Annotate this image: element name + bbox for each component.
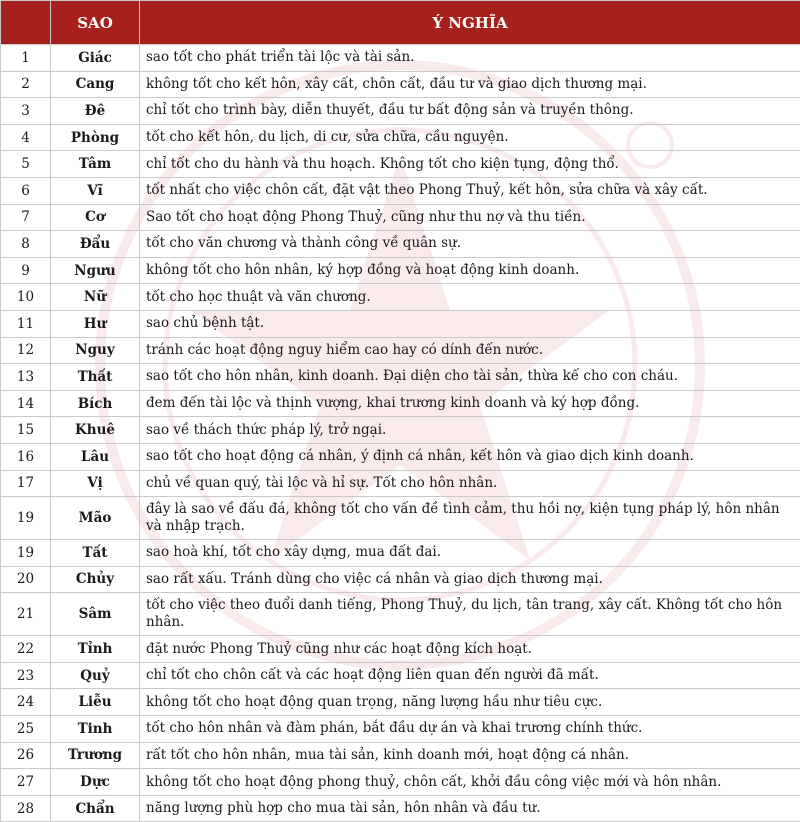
star-name: Vĩ [51, 177, 140, 204]
star-name: Khuê [51, 417, 140, 444]
table-row [1, 593, 800, 636]
star-meaning: sao tốt cho hoạt động cá nhân, ý định cá nhân, kết hôn và giao dịch kinh doanh. [140, 443, 800, 470]
star-name: Cang [51, 71, 140, 98]
row-number: 15 [1, 417, 51, 444]
star-meaning: sao tốt cho hôn nhân, kinh doanh. Đại diện cho tài sản, thừa kế cho con cháu. [140, 364, 800, 391]
star-name: Tinh [51, 716, 140, 743]
row-number: 14 [1, 390, 51, 417]
table-row [1, 742, 800, 769]
star-meaning: không tốt cho hôn nhân, ký hợp đồng và hoạt động kinh doanh. [140, 257, 800, 284]
star-meaning: tốt cho văn chương và thành công về quân sự. [140, 231, 800, 258]
row-number: 28 [1, 795, 51, 822]
table-row [1, 443, 800, 470]
star-name: Đê [51, 98, 140, 125]
star-name: Ngưu [51, 257, 140, 284]
row-number: 4 [1, 124, 51, 151]
star-name: Hư [51, 310, 140, 337]
star-name: Lâu [51, 443, 140, 470]
star-meaning: không tốt cho hoạt động phong thuỷ, chôn cất, khởi đầu công việc mới và hôn nhân. [140, 769, 800, 796]
table-row [1, 151, 800, 178]
row-number: 11 [1, 310, 51, 337]
row-number: 10 [1, 284, 51, 311]
row-number: 19 [1, 497, 51, 540]
star-meaning: tốt nhất cho việc chôn cất, đặt vật theo Phong Thuỷ, kết hôn, sửa chữa và xây cất. [140, 177, 800, 204]
star-meaning: không tốt cho kết hôn, xây cất, chôn cất, đầu tư và giao dịch thương mại. [140, 71, 800, 98]
star-meaning: đặt nước Phong Thuỷ cũng như các hoạt động kích hoạt. [140, 636, 800, 663]
star-name: Nguy [51, 337, 140, 364]
table-body [1, 45, 800, 822]
table-row [1, 284, 800, 311]
star-name: Nữ [51, 284, 140, 311]
star-meaning: sao tốt cho phát triển tài lộc và tài sản. [140, 45, 800, 72]
star-name: Vị [51, 470, 140, 497]
table-row [1, 636, 800, 663]
star-name: Liễu [51, 689, 140, 716]
row-number: 9 [1, 257, 51, 284]
star-meaning: không tốt cho hoạt động quan trọng, năng lượng hầu như tiêu cực. [140, 689, 800, 716]
star-meaning: sao rất xấu. Tránh dùng cho việc cá nhân và giao dịch thương mại. [140, 566, 800, 593]
star-meaning: chỉ tốt cho chôn cất và các hoạt động liên quan đến người đã mất. [140, 662, 800, 689]
table-row [1, 540, 800, 567]
row-number: 1 [1, 45, 51, 72]
star-name: Quỷ [51, 662, 140, 689]
table-row [1, 689, 800, 716]
star-meaning: đem đến tài lộc và thịnh vượng, khai trương kinh doanh và ký hợp đồng. [140, 390, 800, 417]
star-name: Giác [51, 45, 140, 72]
table-row [1, 795, 800, 822]
star-meaning: tốt cho học thuật và văn chương. [140, 284, 800, 311]
header-sao: SAO [51, 1, 140, 45]
star-meaning: tốt cho việc theo đuổi danh tiếng, Phong Thuỷ, du lịch, tân trang, xây cất. Không tốt cho hôn nhân. [140, 593, 800, 636]
star-name: Chẩn [51, 795, 140, 822]
row-number: 2 [1, 71, 51, 98]
row-number: 27 [1, 769, 51, 796]
table-row [1, 470, 800, 497]
star-name: Bích [51, 390, 140, 417]
row-number: 13 [1, 364, 51, 391]
row-number: 17 [1, 470, 51, 497]
row-number: 19 [1, 540, 51, 567]
star-name: Thất [51, 364, 140, 391]
star-meaning: chủ về quan quý, tài lộc và hỉ sự. Tốt cho hôn nhân. [140, 470, 800, 497]
table-header-row [1, 1, 800, 45]
row-number: 12 [1, 337, 51, 364]
row-number: 3 [1, 98, 51, 125]
row-number: 7 [1, 204, 51, 231]
table-row [1, 231, 800, 258]
row-number: 21 [1, 593, 51, 636]
table-row [1, 124, 800, 151]
table-row [1, 337, 800, 364]
header-number [1, 1, 51, 45]
star-meaning: tốt cho hôn nhân và đàm phán, bắt đầu dự án và khai trương chính thức. [140, 716, 800, 743]
row-number: 20 [1, 566, 51, 593]
star-meaning: sao về thách thức pháp lý, trở ngại. [140, 417, 800, 444]
table-row [1, 45, 800, 72]
table-row [1, 177, 800, 204]
star-meaning: chỉ tốt cho trình bày, diễn thuyết, đầu tư bất động sản và truyền thông. [140, 98, 800, 125]
table-row [1, 662, 800, 689]
row-number: 22 [1, 636, 51, 663]
star-meaning: sao hoà khí, tốt cho xây dựng, mua đất đai. [140, 540, 800, 567]
star-name: Phòng [51, 124, 140, 151]
row-number: 25 [1, 716, 51, 743]
star-meaning: tránh các hoạt động nguy hiểm cao hay có dính đến nước. [140, 337, 800, 364]
table-row [1, 716, 800, 743]
table-row [1, 497, 800, 540]
star-meaning: Sao tốt cho hoạt động Phong Thuỷ, cũng như thu nợ và thu tiền. [140, 204, 800, 231]
row-number: 6 [1, 177, 51, 204]
table-row [1, 769, 800, 796]
star-meaning: năng lượng phù hợp cho mua tài sản, hôn nhân và đầu tư. [140, 795, 800, 822]
star-meaning: đây là sao về đấu đá, không tốt cho vấn đề tình cảm, thu hồi nợ, kiện tụng pháp lý, hôn nhân và nhập trạch. [140, 497, 800, 540]
table-row [1, 566, 800, 593]
table-row [1, 98, 800, 125]
star-name: Dực [51, 769, 140, 796]
table-row [1, 417, 800, 444]
row-number: 5 [1, 151, 51, 178]
table-row [1, 310, 800, 337]
star-name: Trương [51, 742, 140, 769]
star-meaning: sao chủ bệnh tật. [140, 310, 800, 337]
row-number: 26 [1, 742, 51, 769]
table-row [1, 257, 800, 284]
star-name: Đẩu [51, 231, 140, 258]
star-meaning: rất tốt cho hôn nhân, mua tài sản, kinh doanh mới, hoạt động cá nhân. [140, 742, 800, 769]
table-row [1, 71, 800, 98]
star-name: Mão [51, 497, 140, 540]
row-number: 23 [1, 662, 51, 689]
row-number: 16 [1, 443, 51, 470]
star-name: Tất [51, 540, 140, 567]
star-name: Tâm [51, 151, 140, 178]
star-name: Tỉnh [51, 636, 140, 663]
table-row [1, 390, 800, 417]
header-meaning: Ý NGHĨA [140, 1, 800, 45]
table-row [1, 204, 800, 231]
table-row [1, 364, 800, 391]
star-name: Cơ [51, 204, 140, 231]
star-name: Sâm [51, 593, 140, 636]
star-meaning: tốt cho kết hôn, du lịch, di cư, sửa chữa, cầu nguyện. [140, 124, 800, 151]
row-number: 8 [1, 231, 51, 258]
row-number: 24 [1, 689, 51, 716]
star-meaning: chỉ tốt cho du hành và thu hoạch. Không tốt cho kiện tụng, động thổ. [140, 151, 800, 178]
star-name: Chủy [51, 566, 140, 593]
